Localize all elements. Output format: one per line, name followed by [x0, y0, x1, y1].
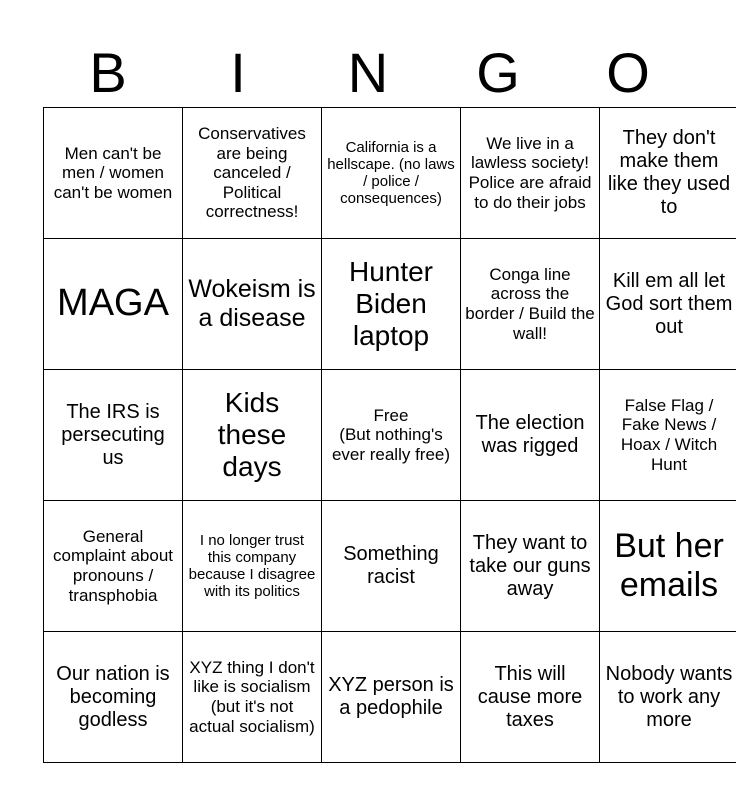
bingo-cell[interactable]: Kill em all let God sort them out [600, 239, 736, 370]
bingo-cell[interactable]: MAGA [44, 239, 183, 370]
bingo-cell[interactable]: This will cause more taxes [461, 632, 600, 763]
header-letter-o: O [606, 41, 650, 104]
header-letter-n: N [347, 41, 389, 104]
bingo-row [44, 239, 736, 370]
bingo-row [44, 501, 736, 632]
bingo-cell[interactable]: Conga line across the border / Build the wall! [461, 239, 600, 370]
bingo-cell[interactable]: XYZ person is a pedophile [322, 632, 461, 763]
bingo-cell[interactable]: The election was rigged [461, 370, 600, 501]
bingo-cell[interactable]: XYZ thing I don't like is socialism (but it's not actual socialism) [183, 632, 322, 763]
bingo-header [43, 38, 693, 108]
bingo-card-grid [43, 107, 736, 763]
bingo-cell[interactable]: Kids these days [183, 370, 322, 501]
bingo-cell[interactable]: I no longer trust this company because I disagree with its politics [183, 501, 322, 632]
bingo-cell[interactable]: We live in a lawless society! Police are afraid to do their jobs [461, 108, 600, 239]
header-letter-b: B [89, 41, 127, 104]
header-letter-g: G [476, 41, 520, 104]
bingo-cell[interactable]: Free (But nothing's ever really free) [322, 370, 461, 501]
bingo-cell[interactable]: Nobody wants to work any more [600, 632, 736, 763]
bingo-cell[interactable]: The IRS is persecuting us [44, 370, 183, 501]
bingo-cell[interactable]: Men can't be men / women can't be women [44, 108, 183, 239]
bingo-cell[interactable]: They don't make them like they used to [600, 108, 736, 239]
bingo-cell[interactable]: Conservatives are being canceled / Political correctness! [183, 108, 322, 239]
bingo-cell[interactable]: But her emails [600, 501, 736, 632]
bingo-cell[interactable]: General complaint about pronouns / transphobia [44, 501, 183, 632]
bingo-cell[interactable]: They want to take our guns away [461, 501, 600, 632]
bingo-row [44, 370, 736, 501]
bingo-cell[interactable]: Hunter Biden laptop [322, 239, 461, 370]
bingo-row [44, 632, 736, 763]
bingo-cell[interactable]: California is a hellscape. (no laws / police / consequences) [322, 108, 461, 239]
bingo-row [44, 108, 736, 239]
bingo-cell[interactable]: Something racist [322, 501, 461, 632]
bingo-cell[interactable]: Our nation is becoming godless [44, 632, 183, 763]
bingo-cell[interactable]: Wokeism is a disease [183, 239, 322, 370]
header-letter-i: I [230, 41, 246, 104]
bingo-cell[interactable]: False Flag / Fake News / Hoax / Witch Hunt [600, 370, 736, 501]
